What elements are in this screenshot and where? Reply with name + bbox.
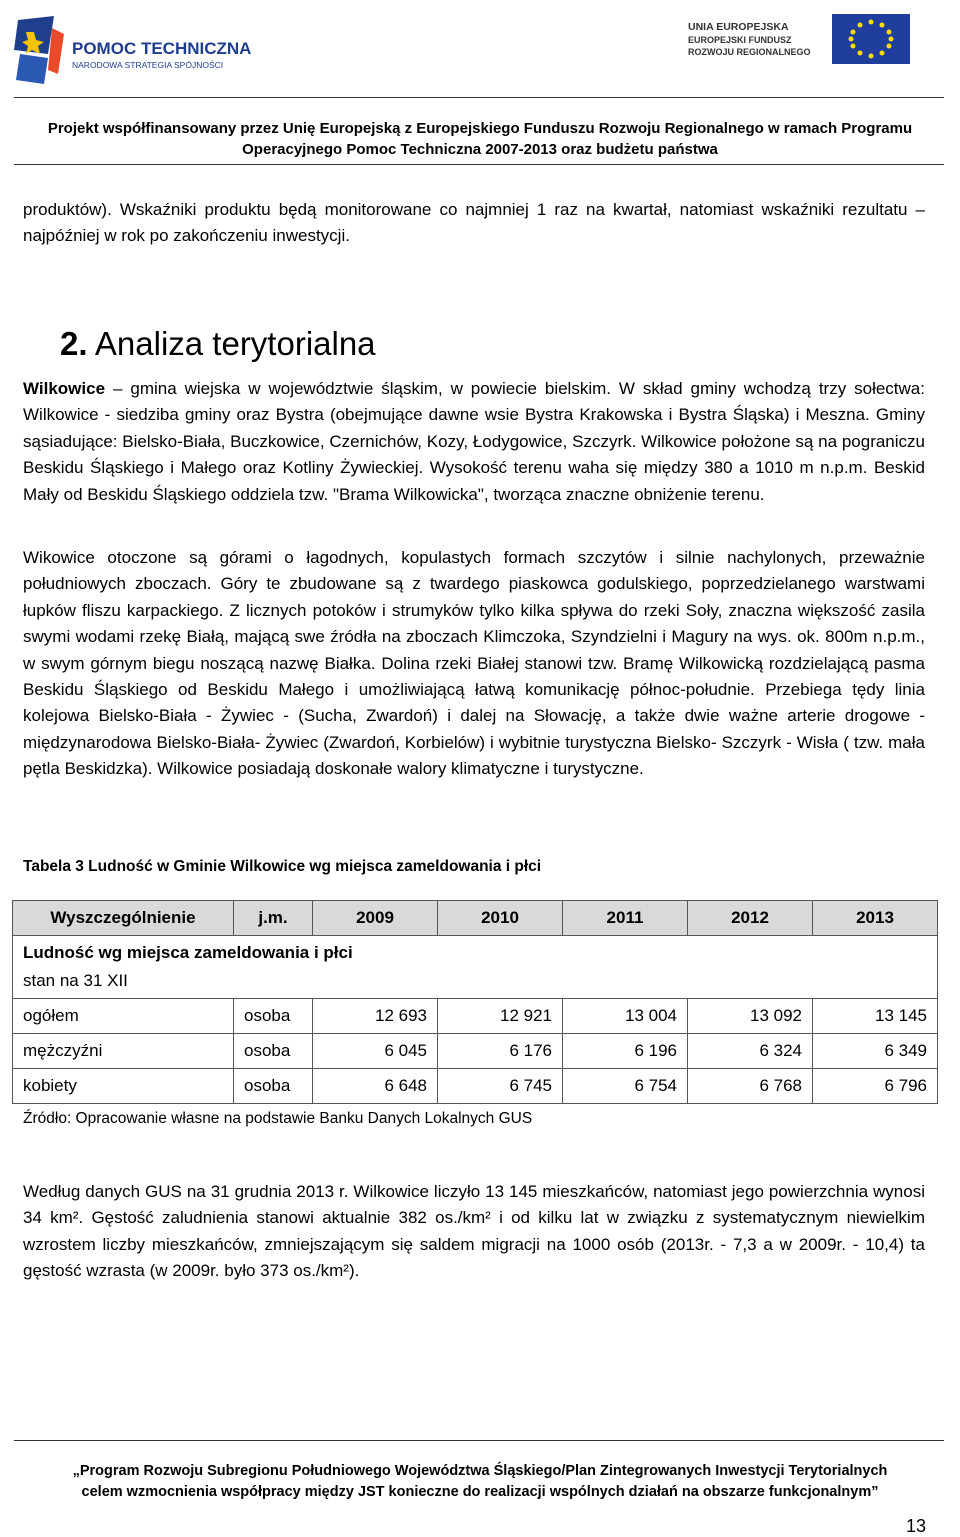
row-value: 6 176 [438,1034,563,1069]
header-cell: Wyszczególnienie [13,901,234,936]
paragraph-1 [23,376,925,508]
row-unit: osoba [234,1034,313,1069]
row-value: 12 693 [313,999,438,1034]
header-rule-top [14,97,944,98]
section-heading [60,325,376,363]
section-title: Analiza terytorialna [94,325,376,362]
group-label-line-2: stan na 31 XII [23,971,128,990]
footer-line-1: „Program Rozwoju Subregionu Południowego Województwa Śląskiego/Plan Zintegrowanych Inwestycji Terytorialnych [72,1463,888,1479]
row-value: 6 745 [438,1069,563,1104]
group-label-line-1: Ludność wg miejsca zameldowania i płci [23,943,353,962]
table-header-row [13,901,938,936]
header-cell: 2011 [563,901,688,936]
paragraph-2: Wikowice otoczone są górami o łagodnych, kopulastych formach szczytów i silnie nachylonych, przeważnie południowych zboczach. Góry te zbudowane są z twardego piaskowca godulskiego, poprzedzielanego warstwami łupków fliszu karpackiego. Z licznych potoków i strumyków tylko kilka spływa do rzeki Soły, znaczna większość zasila swymi wodami rzekę Białą, mającą swe źródła na zboczach Klimczoka, Szyndzielni i Magury na wys. ok. 800m n.p.m., w swym górnym biegu noszącą nazwę Białka. Dolina rzeki Białej stanowi tzw. Bramę Wilkowicką rozdzielającą pasma Beskidu Śląskiego od Beskidu Małego i umożliwiającą łatwą komunikację północ-południe. Przebiega tędy linia kolejowa Bielsko-Biała - Żywiec - (Sucha, Zwardoń) i dalej na Słowację, a także dwie ważne arterie drogowe - międzynarodowa Bielsko-Biała- Żywiec (Zwardoń, Korbielów) i wybitnie turystyczna Bielsko- Szczyrk - Wisła ( tzw. mała pętla Beskidzka). Wilkowice posiadają doskonałe walory klimatyczne i turystyczne. [23,548,925,779]
header-cell: j.m. [234,901,313,936]
paragraph-3: Według danych GUS na 31 grudnia 2013 r. Wilkowice liczyło 13 145 mieszkańców, natomiast jego powierzchnia wynosi 34 km². Gęstość zaludnienia stanowi aktualnie 382 os./km² i od kilku lat w związku z systematycznym niewielkim wzrostem liczby mieszkańców, zmniejszającym się saldem migracji na 1000 osób (2013r. - 7,3 a w 2009r. - 10,4) ta gęstość wzrasta (w 2009r. było 373 os./km²). [23,1182,925,1281]
intro-paragraph: produktów). Wskaźniki produktu będą monitorowane co najmniej 1 raz na kwartał, natomiast wskaźniki rezultatu – najpóźniej w rok po zakończeniu inwestycji. [23,200,925,246]
table-source: Źródło: Opracowanie własne na podstawie Banku Danych Lokalnych GUS [23,1110,533,1127]
header-line-2: Operacyjnego Pomoc Techniczna 2007-2013 oraz budżetu państwa [242,141,718,158]
header-rule-bottom [14,164,944,165]
svg-text:EUROPEJSKI FUNDUSZ: EUROPEJSKI FUNDUSZ [688,35,792,45]
footer-line-2: celem wzmocnienia współpracy między JST konieczne do realizacji wspólnych działań na obszarze funkcjonalnym” [81,1484,879,1500]
table-row [13,1069,938,1104]
paragraph-1-text: – gmina wiejska w województwie śląskim, w powiecie bielskim. W skład gminy wchodzą trzy sołectwa: Wilkowice - siedziba gminy oraz Bystra (obejmujące dawne wsie Bystra Krakowska i Bystra Śląska) i Meszna. Gminy sąsiadujące: Bielsko-Biała, Buczkowice, Czernichów, Kozy, Łodygowice, Szczyrk. Wilkowice położone są na pograniczu Beskidu Śląskiego i Małego oraz Kotliny Żywieckiej. Wysokość terenu waha się między 380 a 1010 m n.p.m. Beskid Mały od Beskidu Śląskiego oddziela tzw. "Brama Wilkowicka", tworząca znaczne obniżenie terenu. [23,379,925,504]
row-value: 6 196 [563,1034,688,1069]
row-value: 6 045 [313,1034,438,1069]
row-unit: osoba [234,999,313,1034]
svg-text:POMOC TECHNICZNA: POMOC TECHNICZNA [72,39,252,58]
table-caption: Tabela 3 Ludność w Gminie Wilkowice wg miejsca zameldowania i płci [23,858,542,875]
row-value: 6 796 [813,1069,938,1104]
header-cell: 2009 [313,901,438,936]
row-value: 6 768 [688,1069,813,1104]
table-group-row [13,936,938,999]
page-number: 13 [905,1516,926,1536]
row-label: kobiety [13,1069,234,1104]
row-unit: osoba [234,1069,313,1104]
table-row [13,1034,938,1069]
header-cell: 2012 [688,901,813,936]
row-value: 13 145 [813,999,938,1034]
svg-text:ROZWOJU REGIONALNEGO: ROZWOJU REGIONALNEGO [688,47,811,57]
svg-text:NARODOWA STRATEGIA SPÓJNOŚCI: NARODOWA STRATEGIA SPÓJNOŚCI [72,60,224,70]
svg-text:UNIA EUROPEJSKA: UNIA EUROPEJSKA [688,21,789,33]
row-label: ogółem [13,999,234,1034]
header-cell: 2010 [438,901,563,936]
row-value: 6 324 [688,1034,813,1069]
group-label-cell [13,936,938,999]
paragraph-1-lead: Wilkowice [23,379,106,398]
header-line-1: Projekt współfinansowany przez Unię Europejską z Europejskiego Funduszu Rozwoju Regionalnego w ramach Programu [47,120,913,137]
row-value: 6 754 [563,1069,688,1104]
row-value: 6 648 [313,1069,438,1104]
row-value: 13 092 [688,999,813,1034]
eu-regional-fund-logo [688,14,914,66]
header-cell: 2013 [813,901,938,936]
pomoc-techniczna-logo [14,14,254,86]
population-table [12,900,938,1104]
row-value: 12 921 [438,999,563,1034]
row-value: 13 004 [563,999,688,1034]
footer-rule [14,1440,944,1441]
section-number: 2. [60,325,88,362]
row-label: mężczyźni [13,1034,234,1069]
row-value: 6 349 [813,1034,938,1069]
table-row [13,999,938,1034]
